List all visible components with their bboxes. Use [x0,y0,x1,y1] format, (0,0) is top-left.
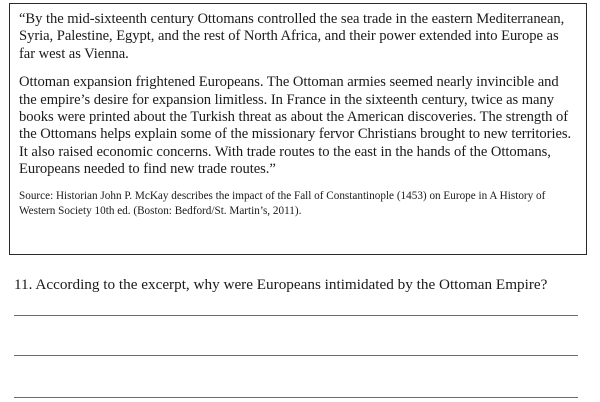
source-citation: Source: Historian John P. McKay describes the impact of the Fall of Constantinople (1453) on Europe in A History of Western Society 10th ed. (Boston: Bedford/St. Martin’s, 2011). [19,189,546,217]
answer-line-3[interactable] [14,397,578,398]
excerpt-paragraph-2: Ottoman expansion frightened Europeans. The Ottoman armies seemed nearly invincible and the empire’s desire for expansion limitless. In France in the sixteenth century, twice as many books were printed about the Turkish threat as about the American discoveries. The strength of the Ottomans helps explain some of the missionary fervor Christians brought to new territories. It also raised economic concerns. With trade routes to the east in the hands of the Ottomans, Europeans needed to find new trade routes.” [19,74,572,178]
question-11: 11. According to the excerpt, why were Europeans intimidated by the Ottoman Empire? [14,276,548,293]
excerpt-paragraph-1: “By the mid-sixteenth century Ottomans controlled the sea trade in the eastern Mediterranean, Syria, Palestine, Egypt, and the rest of North Africa, and their power extended into Europe as far west as Vienna. [19,11,565,62]
excerpt-box [9,3,587,255]
answer-line-2[interactable] [14,355,578,356]
answer-line-1[interactable] [14,315,578,316]
